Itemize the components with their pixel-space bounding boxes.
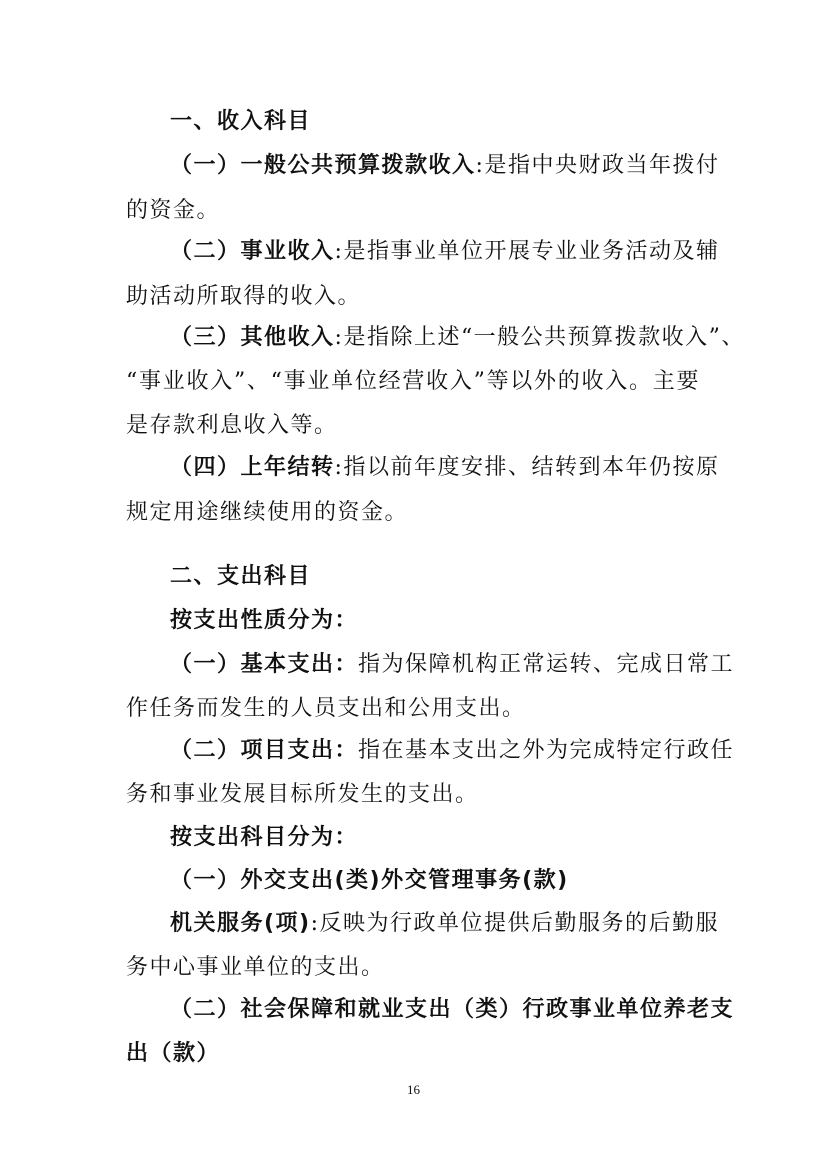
item-label: （三）其他收入 — [170, 325, 335, 350]
section-heading-expense: 二、支出科目 — [170, 564, 312, 589]
income-item-3-cont: “事业收入”、“事业单位经营收入”等以外的收入。主要 — [126, 369, 700, 394]
item-text: 指在基本支出之外为完成特定行政任 — [358, 738, 735, 763]
by-subject-heading: 按支出科目分为： — [170, 825, 359, 850]
by-nature-heading: 按支出性质分为： — [170, 608, 359, 633]
item-label: （一）一般公共预算拨款收入 — [170, 153, 476, 178]
item-label: 机关服务(项) — [170, 911, 311, 936]
subject-1-heading: （一）外交支出(类)外交管理事务(款) — [170, 868, 569, 893]
nature-item-2 — [170, 736, 735, 766]
subject-2-heading-cont: 出（款） — [126, 1041, 221, 1066]
income-item-2-cont: 助活动所取得的收入。 — [126, 284, 362, 309]
page-number: 16 — [407, 1082, 420, 1097]
item-separator: : — [475, 153, 485, 178]
item-label: （一）基本支出： — [170, 652, 359, 677]
income-item-3 — [170, 323, 745, 353]
item-text: 指以前年度安排、结转到本年仍按原 — [343, 455, 720, 480]
income-item-1 — [170, 151, 720, 181]
item-separator: : — [334, 325, 344, 350]
subject-1-item — [170, 909, 720, 939]
nature-item-1 — [170, 650, 735, 680]
item-text: 指为保障机构正常运转、完成日常工 — [358, 652, 735, 677]
item-separator: : — [334, 455, 344, 480]
item-text: 是指中央财政当年拨付 — [484, 153, 720, 178]
income-item-4 — [170, 453, 720, 483]
item-text: 是指事业单位开展专业业务活动及辅 — [343, 239, 720, 264]
subject-2-heading: （二）社会保障和就业支出（类）行政事业单位养老支 — [170, 997, 735, 1022]
item-label: （二）事业收入 — [170, 239, 335, 264]
item-label: （四）上年结转 — [170, 455, 335, 480]
item-separator: : — [310, 911, 320, 936]
nature-item-1-cont: 作任务而发生的人员支出和公用支出。 — [126, 696, 526, 721]
item-text: 是指除上述“一般公共预算拨款收入”、 — [343, 325, 745, 350]
section-heading-income: 一、收入科目 — [170, 109, 312, 134]
income-item-4-cont: 规定用途继续使用的资金。 — [126, 500, 409, 525]
subject-1-item-cont: 务中心事业单位的支出。 — [126, 955, 385, 980]
income-item-3-cont2: 是存款利息收入等。 — [126, 413, 338, 438]
item-text: 反映为行政单位提供后勤服务的后勤服 — [319, 911, 720, 936]
nature-item-2-cont: 务和事业发展目标所发生的支出。 — [126, 782, 479, 807]
item-label: （二）项目支出： — [170, 738, 359, 763]
income-item-1-cont: 的资金。 — [126, 198, 221, 223]
income-item-2 — [170, 237, 720, 267]
item-separator: : — [334, 239, 344, 264]
